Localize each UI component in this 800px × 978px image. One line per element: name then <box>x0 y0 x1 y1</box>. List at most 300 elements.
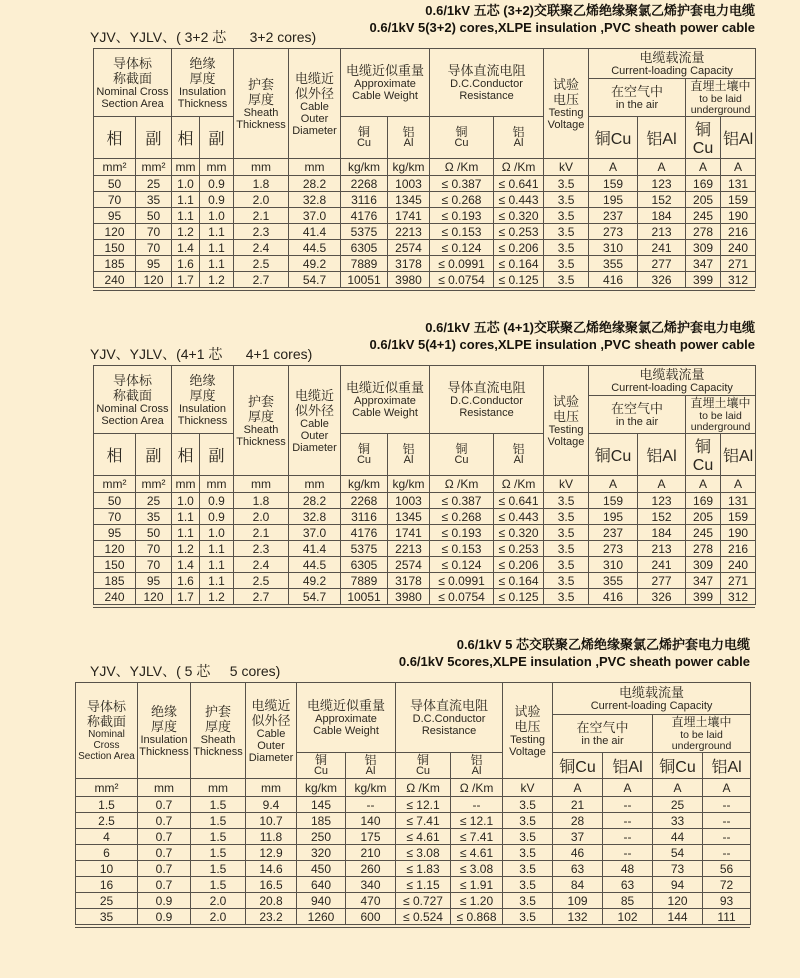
section-head-5core <box>90 636 750 682</box>
col-header-sheath: 护套 厚度 Sheath Thickness <box>191 683 246 779</box>
unit-cell: mm <box>172 159 200 176</box>
table-cell: 3.5 <box>544 525 589 541</box>
col-header-nominal-section: 导体标 称截面 Nominal Cross Section Area <box>76 683 138 779</box>
table-cell: 1.5 <box>191 877 246 893</box>
table-cell: ≤ 0.320 <box>494 525 544 541</box>
col-header-testing-voltage: 试验 电压 Testing Voltage <box>503 683 553 779</box>
table-cell: 347 <box>686 256 721 272</box>
spec-table-4plus1 <box>93 365 756 605</box>
table-cell: 3.5 <box>503 909 553 925</box>
table-cell: ≤ 0.125 <box>494 272 544 288</box>
table-row <box>76 829 751 845</box>
table-cell: -- <box>603 845 653 861</box>
unit-cell: A <box>653 779 703 797</box>
table-row <box>76 909 751 925</box>
table-cell: 1.7 <box>172 272 200 288</box>
table-cell: 85 <box>603 893 653 909</box>
table-cell: 48 <box>603 861 653 877</box>
table-cell: 240 <box>94 272 136 288</box>
table-cell: 1.1 <box>172 192 200 208</box>
table-cell: 54 <box>653 845 703 861</box>
model-label: YJV、YJLV、( 5 芯 5 cores) <box>90 663 281 679</box>
table-cell: 10.7 <box>246 813 297 829</box>
table-cell: 310 <box>589 557 638 573</box>
table-cell: 213 <box>638 224 686 240</box>
table-cell: 1.4 <box>172 557 200 573</box>
table-cell: 95 <box>136 256 172 272</box>
table-cell: 46 <box>553 845 603 861</box>
table-cell: ≤ 4.61 <box>451 845 503 861</box>
table-cell: 1.7 <box>172 589 200 605</box>
table-cell: 240 <box>94 589 136 605</box>
subcol-aux: 副 <box>136 117 172 159</box>
table-cell: 1.1 <box>172 509 200 525</box>
col-header-diameter: 电缆近 似外径 Cable Outer Diameter <box>246 683 297 779</box>
table-cell: ≤ 7.41 <box>396 813 451 829</box>
table-cell: 3.5 <box>544 541 589 557</box>
table-cell: 4176 <box>341 208 388 224</box>
table-cell: 0.7 <box>138 845 191 861</box>
table-header <box>94 366 756 493</box>
table-cell: 109 <box>553 893 603 909</box>
table-cell: 150 <box>94 557 136 573</box>
table-row <box>76 813 751 829</box>
table-cell: 0.7 <box>138 861 191 877</box>
table-cell: 3.5 <box>503 813 553 829</box>
subcol-al: 铝Al <box>721 434 756 476</box>
table-cell: 7889 <box>341 256 388 272</box>
table-cell: 1741 <box>388 525 430 541</box>
table-cell: 70 <box>136 557 172 573</box>
table-cell: 0.7 <box>138 797 191 813</box>
table-cell: 12.9 <box>246 845 297 861</box>
table-cell: -- <box>603 813 653 829</box>
table-cell: 3116 <box>341 192 388 208</box>
table-cell: 28 <box>553 813 603 829</box>
table-cell: 4 <box>76 829 138 845</box>
subcol-phase: 相 <box>172 117 200 159</box>
table-cell: 1.6 <box>172 573 200 589</box>
table-cell: ≤ 0.443 <box>494 192 544 208</box>
table-cell: 2213 <box>388 541 430 557</box>
table-row <box>76 797 751 813</box>
table-cell: ≤ 0.193 <box>430 525 494 541</box>
table-cell: 2.5 <box>234 573 289 589</box>
table-cell: 56 <box>703 861 751 877</box>
table-cell: 35 <box>136 509 172 525</box>
table-cell: 49.2 <box>289 573 341 589</box>
col-header-nominal-section: 导体标 称截面 Nominal Cross Section Area <box>94 49 172 117</box>
table-cell: 120 <box>653 893 703 909</box>
table-cell: 240 <box>721 557 756 573</box>
table-cell: 25 <box>136 493 172 509</box>
table-cell: 416 <box>589 272 638 288</box>
table-cell: 213 <box>638 541 686 557</box>
table-cell: ≤ 0.164 <box>494 573 544 589</box>
table-cell: 2.1 <box>234 208 289 224</box>
table-cell: 2.4 <box>234 240 289 256</box>
table-cell: ≤ 3.08 <box>396 845 451 861</box>
table-cell: 94 <box>653 877 703 893</box>
table-cell: 277 <box>638 573 686 589</box>
table-row <box>94 541 756 557</box>
table-cell: 1.1 <box>200 240 234 256</box>
table-cell: 600 <box>346 909 396 925</box>
table-cell: 1.5 <box>191 861 246 877</box>
unit-cell: kg/km <box>341 476 388 493</box>
subcol-al: 铝Al <box>721 117 756 159</box>
table-cell: 185 <box>297 813 346 829</box>
table-cell: 3178 <box>388 573 430 589</box>
table-cell: -- <box>703 829 751 845</box>
table-cell: 73 <box>653 861 703 877</box>
table-cell: 145 <box>297 797 346 813</box>
table-cell: 3.5 <box>544 589 589 605</box>
col-header-resistance: 导体直流电阻 D.C.Conductor Resistance <box>430 49 544 117</box>
table-cell: 2.4 <box>234 557 289 573</box>
col-header-diameter: 电缆近 似外径 Cable Outer Diameter <box>289 366 341 476</box>
table-cell: 159 <box>589 493 638 509</box>
unit-cell: A <box>721 476 756 493</box>
table-cell: 123 <box>638 176 686 192</box>
table-cell: 3.5 <box>503 829 553 845</box>
table-cell: 25 <box>653 797 703 813</box>
table-cell: 32.8 <box>289 192 341 208</box>
table-cell: 3178 <box>388 256 430 272</box>
col-header-capacity: 电缆载流量 Current-loading Capacity <box>589 49 756 79</box>
table-cell: -- <box>703 797 751 813</box>
section-title-zh: 0.6/1kV 五芯 (4+1)交联聚乙烯绝缘聚氯乙烯护套电力电缆 <box>425 320 755 335</box>
table-cell: 2.3 <box>234 541 289 557</box>
table-cell: 3.5 <box>503 861 553 877</box>
table-cell: 2574 <box>388 557 430 573</box>
table-cell: 1.1 <box>200 224 234 240</box>
table-cell: 5375 <box>341 224 388 240</box>
table-cell: 33 <box>653 813 703 829</box>
table-cell: 273 <box>589 224 638 240</box>
unit-cell: A <box>638 159 686 176</box>
table-header <box>94 49 756 176</box>
subcol-al: 铝 Al <box>494 434 544 476</box>
table-cell: ≤ 0.443 <box>494 509 544 525</box>
table-cell: 340 <box>346 877 396 893</box>
table-cell: 131 <box>721 493 756 509</box>
section-titles <box>370 319 755 353</box>
section-head-3plus2 <box>90 2 755 48</box>
table-cell: 70 <box>136 541 172 557</box>
table-cell: 11.8 <box>246 829 297 845</box>
table-cell: 3.5 <box>503 845 553 861</box>
table-cell: 120 <box>94 224 136 240</box>
table-cell: 1345 <box>388 192 430 208</box>
table-cell: ≤ 12.1 <box>451 813 503 829</box>
subcol-aux: 副 <box>200 434 234 476</box>
table-row <box>76 861 751 877</box>
table-cell: 95 <box>136 573 172 589</box>
unit-cell: mm <box>172 476 200 493</box>
table-cell: 0.9 <box>200 493 234 509</box>
subcol-cu: 铜Cu <box>589 117 638 159</box>
table-cell: 1.0 <box>200 208 234 224</box>
table-cell: 2.5 <box>234 256 289 272</box>
col-header-weight: 电缆近似重量 Approximate Cable Weight <box>297 683 396 753</box>
table-cell: -- <box>703 845 751 861</box>
table-cell: 1.2 <box>200 272 234 288</box>
table-cell: 1.6 <box>172 256 200 272</box>
subcol-cu: 铜 Cu <box>341 117 388 159</box>
table-cell: ≤ 0.153 <box>430 224 494 240</box>
table-body <box>76 797 751 925</box>
unit-cell: mm² <box>76 779 138 797</box>
subcol-al: 铝Al <box>603 753 653 779</box>
section-titles <box>399 636 750 670</box>
table-row <box>94 192 756 208</box>
table-cell: 3.5 <box>503 893 553 909</box>
unit-cell: kV <box>544 476 589 493</box>
col-header-in-air: 在空气中 in the air <box>553 715 653 753</box>
table-cell: 347 <box>686 573 721 589</box>
unit-cell: mm <box>246 779 297 797</box>
table-cell: 9.4 <box>246 797 297 813</box>
table-cell: 1.1 <box>200 256 234 272</box>
unit-cell: mm² <box>136 476 172 493</box>
table-cell: 216 <box>721 541 756 557</box>
table-cell: 185 <box>94 573 136 589</box>
table-cell: ≤ 0.153 <box>430 541 494 557</box>
table-cell: 278 <box>686 541 721 557</box>
table-cell: 120 <box>136 589 172 605</box>
table-cell: 205 <box>686 509 721 525</box>
table-row <box>94 493 756 509</box>
table-cell: 3.5 <box>503 877 553 893</box>
table-cell: 312 <box>721 272 756 288</box>
table-cell: 35 <box>76 909 138 925</box>
subcol-al: 铝Al <box>638 117 686 159</box>
table-cell: ≤ 0.387 <box>430 176 494 192</box>
table-cell: 309 <box>686 557 721 573</box>
table-cell: 1.1 <box>172 208 200 224</box>
table-cell: 20.8 <box>246 893 297 909</box>
table-cell: 241 <box>638 240 686 256</box>
table-cell: 152 <box>638 509 686 525</box>
table-cell: 132 <box>553 909 603 925</box>
table-row <box>94 509 756 525</box>
unit-cell: mm <box>234 476 289 493</box>
table-cell: 2.7 <box>234 272 289 288</box>
col-header-resistance: 导体直流电阻 D.C.Conductor Resistance <box>396 683 503 753</box>
table-cell: 3.5 <box>544 573 589 589</box>
subcol-phase: 相 <box>94 434 136 476</box>
table-cell: 1741 <box>388 208 430 224</box>
table-cell: 250 <box>297 829 346 845</box>
table-row <box>94 573 756 589</box>
table-cell: 6305 <box>341 240 388 256</box>
table-cell: 640 <box>297 877 346 893</box>
table-cell: 50 <box>94 176 136 192</box>
unit-cell: Ω /Km <box>430 159 494 176</box>
table-cell: 1.2 <box>172 224 200 240</box>
unit-cell: A <box>721 159 756 176</box>
table-cell: 16.5 <box>246 877 297 893</box>
table-row <box>94 240 756 256</box>
table-cell: 1.1 <box>200 541 234 557</box>
unit-cell: Ω /Km <box>494 159 544 176</box>
table-cell: 1.5 <box>191 845 246 861</box>
table-cell: 44.5 <box>289 557 341 573</box>
table-cell: 355 <box>589 573 638 589</box>
table-cell: 185 <box>94 256 136 272</box>
subcol-phase: 相 <box>94 117 136 159</box>
subcol-cu: 铜 Cu <box>341 434 388 476</box>
table-row <box>94 272 756 288</box>
table-cell: 131 <box>721 176 756 192</box>
col-header-testing-voltage: 试验 电压 Testing Voltage <box>544 49 589 159</box>
table-cell: 245 <box>686 208 721 224</box>
table-cell: 0.7 <box>138 813 191 829</box>
table-cell: ≤ 1.83 <box>396 861 451 877</box>
unit-cell: mm <box>191 779 246 797</box>
table-cell: 3.5 <box>544 208 589 224</box>
table-cell: 1.8 <box>234 176 289 192</box>
table-cell: 3.5 <box>544 272 589 288</box>
table-cell: 84 <box>553 877 603 893</box>
table-cell: 10051 <box>341 589 388 605</box>
table-cell: 195 <box>589 509 638 525</box>
section-title-zh: 0.6/1kV 5 芯交联聚乙烯绝缘聚氯乙烯护套电力电缆 <box>456 637 750 652</box>
table-cell: ≤ 7.41 <box>451 829 503 845</box>
table-cell: 93 <box>703 893 751 909</box>
subcol-cu: 铜 Cu <box>430 434 494 476</box>
table-cell: 169 <box>686 493 721 509</box>
subcol-aux: 副 <box>136 434 172 476</box>
table-row <box>76 845 751 861</box>
table-cell: 50 <box>94 493 136 509</box>
subcol-cu: 铜Cu <box>589 434 638 476</box>
table-cell: ≤ 0.253 <box>494 224 544 240</box>
table-cell: ≤ 0.320 <box>494 208 544 224</box>
unit-cell: mm <box>289 476 341 493</box>
table-cell: 940 <box>297 893 346 909</box>
table-cell: 3.5 <box>544 192 589 208</box>
table-cell: 2.7 <box>234 589 289 605</box>
table-cell: 0.9 <box>200 509 234 525</box>
col-header-insulation: 绝缘 厚度 Insulation Thickness <box>172 366 234 434</box>
table-body <box>94 493 756 605</box>
table-row <box>94 208 756 224</box>
table-cell: -- <box>346 797 396 813</box>
table-cell: 3116 <box>341 509 388 525</box>
table-cell: 2.0 <box>234 192 289 208</box>
table-cell: 150 <box>94 240 136 256</box>
subcol-cu: 铜Cu <box>553 753 603 779</box>
subcol-al: 铝 Al <box>388 434 430 476</box>
table-cell: 152 <box>638 192 686 208</box>
table-cell: 2268 <box>341 493 388 509</box>
table-cell: ≤ 1.15 <box>396 877 451 893</box>
col-header-resistance: 导体直流电阻 D.C.Conductor Resistance <box>430 366 544 434</box>
table-cell: 2213 <box>388 224 430 240</box>
col-header-in-air: 在空气中 in the air <box>589 79 686 117</box>
unit-cell: A <box>686 159 721 176</box>
table-cell: 159 <box>721 192 756 208</box>
model-label: YJV、YJLV、(4+1 芯 4+1 cores) <box>90 346 313 362</box>
unit-cell: mm² <box>94 159 136 176</box>
table-cell: 320 <box>297 845 346 861</box>
table-cell: 25 <box>136 176 172 192</box>
table-cell: 1.1 <box>200 573 234 589</box>
table-bottom-rule <box>75 927 750 928</box>
table-cell: 1.0 <box>172 176 200 192</box>
table-cell: 184 <box>638 525 686 541</box>
table-cell: 278 <box>686 224 721 240</box>
table-cell: 1.5 <box>191 797 246 813</box>
table-cell: ≤ 0.0754 <box>430 272 494 288</box>
table-cell: 416 <box>589 589 638 605</box>
table-cell: 273 <box>589 541 638 557</box>
table-cell: 159 <box>721 509 756 525</box>
table-header <box>76 683 751 797</box>
unit-cell: mm <box>200 476 234 493</box>
table-cell: 120 <box>94 541 136 557</box>
table-cell: 95 <box>94 525 136 541</box>
table-cell: 309 <box>686 240 721 256</box>
table-cell: 3.5 <box>544 557 589 573</box>
col-header-underground: 直埋土壤中 to be laid underground <box>686 396 756 434</box>
table-cell: 326 <box>638 272 686 288</box>
table-cell: 2.3 <box>234 224 289 240</box>
table-cell: 35 <box>136 192 172 208</box>
subcol-cu: 铜 Cu <box>396 753 451 779</box>
table-cell: 3980 <box>388 589 430 605</box>
table-cell: 1.5 <box>76 797 138 813</box>
table-cell: 37 <box>553 829 603 845</box>
table-cell: 0.9 <box>138 909 191 925</box>
subcol-al: 铝 Al <box>346 753 396 779</box>
table-cell: ≤ 0.727 <box>396 893 451 909</box>
unit-cell: Ω /Km <box>396 779 451 797</box>
table-cell: 1.5 <box>191 829 246 845</box>
col-header-weight: 电缆近似重量 Approximate Cable Weight <box>341 366 430 434</box>
model-label: YJV、YJLV、( 3+2 芯 3+2 cores) <box>90 29 317 45</box>
subcol-al: 铝 Al <box>388 117 430 159</box>
table-cell: ≤ 0.0991 <box>430 256 494 272</box>
col-header-underground: 直埋土壤中 to be laid underground <box>653 715 751 753</box>
section-head-4plus1 <box>90 319 755 365</box>
table-cell: 271 <box>721 256 756 272</box>
col-header-sheath: 护套 厚度 Sheath Thickness <box>234 49 289 159</box>
table-cell: -- <box>703 813 751 829</box>
unit-cell: Ω /Km <box>494 476 544 493</box>
table-cell: ≤ 0.125 <box>494 589 544 605</box>
table-cell: 2.5 <box>76 813 138 829</box>
table-cell: 70 <box>136 240 172 256</box>
table-cell: 102 <box>603 909 653 925</box>
table-cell: 5375 <box>341 541 388 557</box>
subcol-al: 铝 Al <box>494 117 544 159</box>
table-cell: 37.0 <box>289 525 341 541</box>
table-cell: 44.5 <box>289 240 341 256</box>
table-cell: 6305 <box>341 557 388 573</box>
spec-table-5core <box>75 682 751 925</box>
table-cell: 95 <box>94 208 136 224</box>
table-cell: 175 <box>346 829 396 845</box>
table-cell: 1.2 <box>172 541 200 557</box>
unit-cell: kg/km <box>346 779 396 797</box>
spec-table-3plus2 <box>93 48 756 288</box>
unit-cell: A <box>638 476 686 493</box>
table-cell: 2.0 <box>191 909 246 925</box>
section-title-en: 0.6/1kV 5(4+1) cores,XLPE insulation ,PVC sheath power cable <box>369 337 755 352</box>
